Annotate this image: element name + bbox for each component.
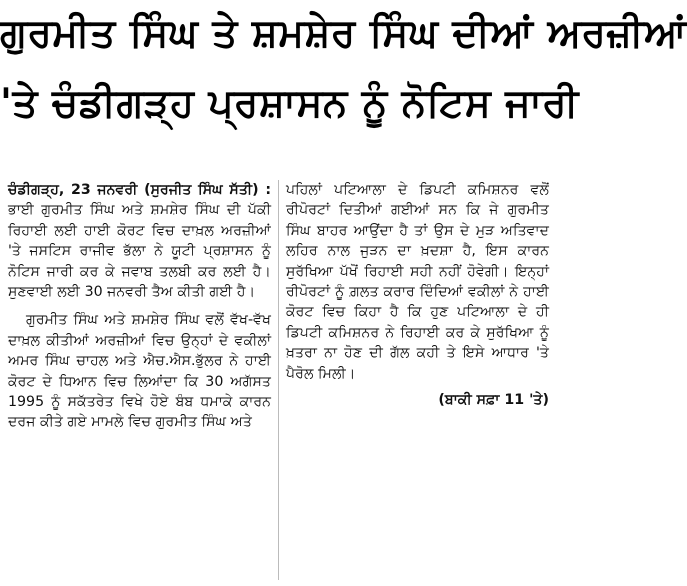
continued-note: (ਬਾਕੀ ਸਫ਼ਾ 11 'ਤੇ) (438, 392, 549, 409)
column-divider (278, 180, 279, 580)
article-column-left (8, 180, 271, 433)
headline-line-1: ਗੁਰਮੀਤ ਸਿੰਘ ਤੇ ਸ਼ਮਸ਼ੇਰ ਸਿੰਘ ਦੀਆਂ ਅਰਜ਼ੀਆਂ (0, 11, 687, 56)
article-paragraph-1 (8, 180, 271, 302)
article-paragraph-3: ਪਹਿਲਾਂ ਪਟਿਆਲਾ ਦੇ ਡਿਪਟੀ ਕਮਿਸ਼ਨਰ ਵਲੋਂ ਰੀਪੋਰਟਾਂ ਦਿਤੀਆਂ ਗਈਆਂ ਸਨ ਕਿ ਜੇ ਗੁਰਮੀਤ ਸਿੰਘ ਬਾਹਰ ਆਉਂਦਾ ਹੈ ਤਾਂ ਉਸ ਦੇ ਮੁੜ ਅਤਿਵਾਦ ਲਹਿਰ ਨਾਲ ਜੁੜਨ ਦਾ ਖ਼ਦਸ਼ਾ ਹੈ, ਇਸ ਕਾਰਨ ਸੁਰੱਖਿਆ ਪੱਖੋਂ ਰਿਹਾਈ ਸਹੀ ਨਹੀਂ ਹੋਵੇਗੀ। ਇਨ੍ਹਾਂ ਰੀਪੋਰਟਾਂ ਨੂੰ ਗ਼ਲਤ ਕਰਾਰ ਦਿੰਦਿਆਂ ਵਕੀਲਾਂ ਨੇ ਹਾਈ ਕੋਰਟ ਵਿਚ ਕਿਹਾ ਹੈ ਕਿ ਹੁਣ ਪਟਿਆਲਾ ਦੇ ਹੀ ਡਿਪਟੀ ਕਮਿਸ਼ਨਰ ਨੇ ਰਿਹਾਈ ਕਰ ਕੇ ਸੁਰੱਖਿਆ ਨੂੰ ਖ਼ਤਰਾ ਨਾ ਹੋਣ ਦੀ ਗੱਲ ਕਹੀ ਤੇ ਇਸੇ ਆਧਾਰ 'ਤੇ ਪੈਰੋਲ ਮਿਲੀ। (286, 182, 549, 382)
article-column-right (286, 180, 549, 410)
dateline: ਚੰਡੀਗੜ੍ਹ, 23 ਜਨਵਰੀ (ਸੁਰਜੀਤ ਸਿੰਘ ਸੱਤੀ) : (8, 182, 271, 198)
article-paragraph-2: ਗੁਰਮੀਤ ਸਿੰਘ ਅਤੇ ਸ਼ਮਸ਼ੇਰ ਸਿੰਘ ਵਲੋਂ ਵੱਖ-ਵੱਖ ਦਾਖ਼ਲ ਕੀਤੀਆਂ ਅਰਜ਼ੀਆਂ ਵਿਚ ਉਨ੍ਹਾਂ ਦੇ ਵਕੀਲਾਂ ਅਮਰ ਸਿੰਘ ਚਾਹਲ ਅਤੇ ਐਚ.ਐਸ.ਭੁੱਲਰ ਨੇ ਹਾਈ ਕੋਰਟ ਦੇ ਧਿਆਨ ਵਿਚ ਲਿਆਂਦਾ ਕਿ 30 ਅਗੱਸਤ 1995 ਨੂੰ ਸਕੱਤਰੇਤ ਵਿਖੇ ਹੋਏ ਬੰਬ ਧਮਾਕੇ ਕਾਰਨ ਦਰਜ ਕੀਤੇ ਗਏ ਮਾਮਲੇ ਵਿਚ ਗੁਰਮੀਤ ਸਿੰਘ ਅਤੇ (8, 312, 271, 431)
headline-line-2: 'ਤੇ ਚੰਡੀਗੜ੍ਹ ਪ੍ਰਸ਼ਾਸਨ ਨੂੰ ਨੋਟਿਸ ਜਾਰੀ (0, 81, 579, 126)
paragraph-1-text: ਭਾਈ ਗੁਰਮੀਤ ਸਿੰਘ ਅਤੇ ਸ਼ਮਸ਼ੇਰ ਸਿੰਘ ਦੀ ਪੱਕੀ ਰਿਹਾਈ ਲਈ ਹਾਈ ਕੋਰਟ ਵਿਚ ਦਾਖ਼ਲ ਅਰਜ਼ੀਆਂ 'ਤੇ ਜਸਟਿਸ ਰਾਜੀਵ ਭੱਲਾ ਨੇ ਯੂਟੀ ਪ੍ਰਸ਼ਾਸਨ ਨੂੰ ਨੋਟਿਸ ਜਾਰੀ ਕਰ ਕੇ ਜਵਾਬ ਤਲਬੀ ਕਰ ਲਈ ਹੈ। ਸੁਣਵਾਈ ਲਈ 30 ਜਨਵਰੀ ਤੈਅ ਕੀਤੀ ਗਈ ਹੈ। (8, 202, 271, 301)
